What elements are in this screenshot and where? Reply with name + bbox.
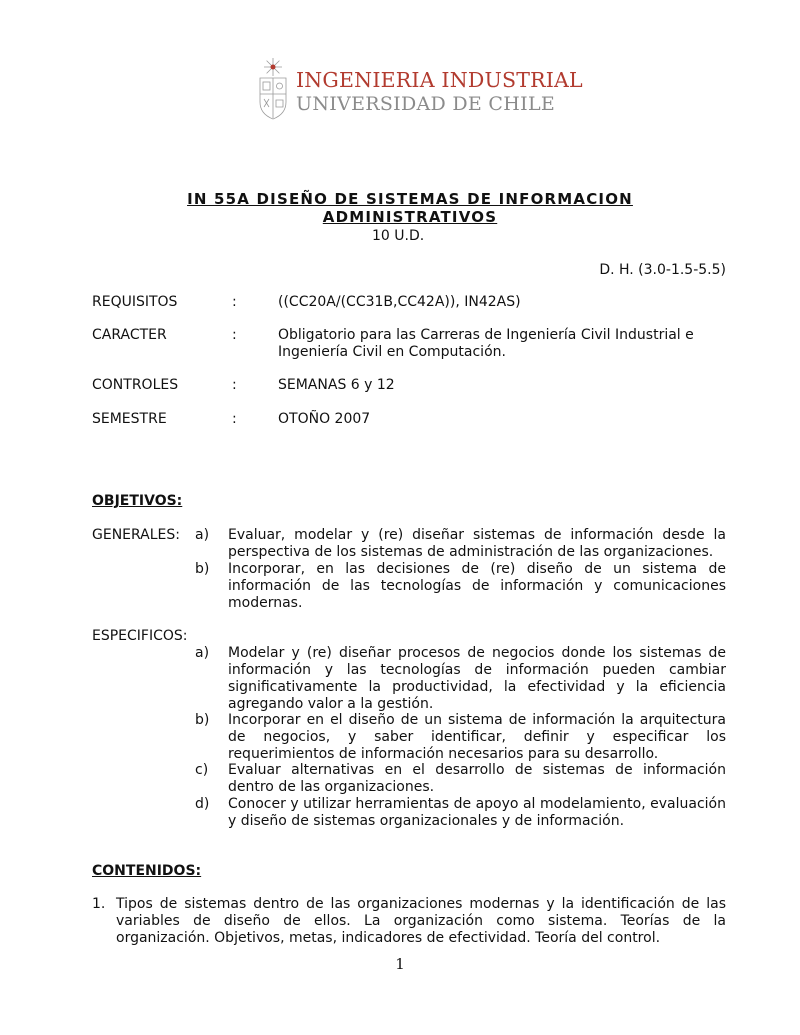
content-item-1: Tipos de sistemas dentro de las organizaciones modernas y la identificación de las variables de diseño de ellos. La organización como sistema. Teorías de la organización. Objetivos, metas, indicadores de efectividad. Teoría del control.	[116, 896, 726, 946]
content-item-number: 1.	[92, 896, 106, 912]
meta-label-semestre: SEMESTRE	[92, 411, 167, 427]
especificos-label: ESPECIFICOS:	[92, 628, 188, 644]
meta-label-controles: CONTROLES	[92, 377, 179, 393]
objetivos-heading: OBJETIVOS:	[92, 493, 183, 509]
item-letter: d)	[195, 796, 210, 812]
logo-line-2: UNIVERSIDAD DE CHILE	[296, 93, 556, 115]
meta-colon: :	[232, 411, 237, 427]
generales-item-a: Evaluar, modelar y (re) diseñar sistemas de información desde la perspectiva de los sistemas de administración de las organizaciones.	[228, 527, 726, 560]
meta-value-semestre: OTOÑO 2007	[278, 411, 371, 427]
course-hours: D. H. (3.0-1.5-5.5)	[599, 262, 726, 278]
meta-colon: :	[232, 294, 237, 310]
especificos-item-c: Evaluar alternativas en el desarrollo de sistemas de información dentro de las organizaciones.	[228, 762, 726, 795]
meta-value-controles: SEMANAS 6 y 12	[278, 377, 395, 393]
item-letter: a)	[195, 527, 210, 543]
meta-value-requisitos: ((CC20A/(CC31B,CC42A)), IN42AS)	[278, 294, 521, 310]
logo-line-1: INGENIERIA INDUSTRIAL	[296, 68, 583, 92]
meta-label-caracter: CARACTER	[92, 327, 167, 343]
course-title-line-2: ADMINISTRATIVOS	[322, 208, 498, 226]
meta-label-requisitos: REQUISITOS	[92, 294, 178, 310]
especificos-item-d: Conocer y utilizar herramientas de apoyo al modelamiento, evaluación y diseño de sistemas organizacionales y de información.	[228, 796, 726, 829]
item-letter: b)	[195, 712, 210, 728]
item-letter: b)	[195, 561, 210, 577]
page-number: 1	[395, 955, 405, 973]
meta-value-caracter: Obligatorio para las Carreras de Ingeniería Civil Industrial e Ingeniería Civil en Computación.	[278, 327, 694, 360]
contenidos-heading: CONTENIDOS:	[92, 863, 202, 879]
item-letter: a)	[195, 645, 210, 661]
university-crest-icon	[255, 56, 291, 122]
item-letter: c)	[195, 762, 209, 778]
meta-colon: :	[232, 327, 237, 343]
generales-item-b: Incorporar, en las decisiones de (re) diseño de un sistema de información de las tecnologías de información y comunicaciones modernas.	[228, 561, 726, 611]
especificos-item-a: Modelar y (re) diseñar procesos de negocios donde los sistemas de información y las tecnologías de información pueden cambiar significativamente la productividad, la efectividad y la eficiencia agregando valor a la gestión.	[228, 645, 726, 712]
especificos-item-b: Incorporar en el diseño de un sistema de información la arquitectura de negocios, y saber identificar, definir y especificar los requerimientos de información necesarios para su desarrollo.	[228, 712, 726, 762]
course-title-line-1: IN 55A DISEÑO DE SISTEMAS DE INFORMACION	[187, 190, 633, 208]
meta-colon: :	[232, 377, 237, 393]
university-logo	[255, 56, 583, 122]
course-units: 10 U.D.	[372, 228, 425, 244]
generales-label: GENERALES:	[92, 527, 180, 543]
